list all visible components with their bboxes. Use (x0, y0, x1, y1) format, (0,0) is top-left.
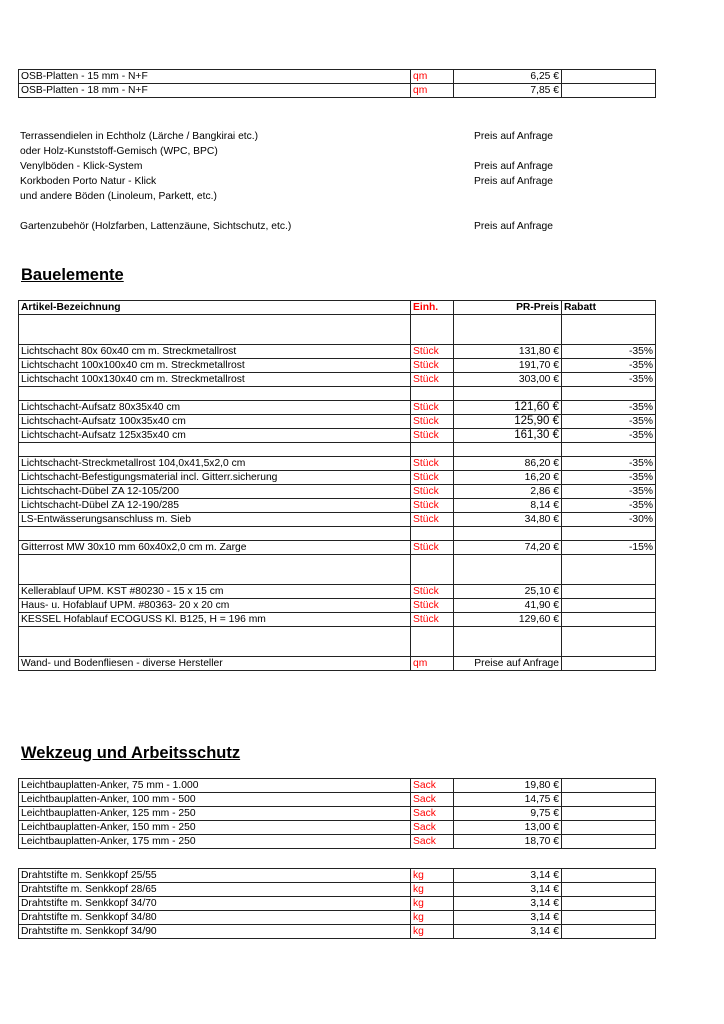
unit: qm (411, 84, 454, 98)
bauelemente-price-table (18, 300, 656, 671)
note-price: Preis auf Anfrage (474, 176, 553, 187)
article-name: Leichtbauplatten-Anker, 75 mm - 1.000 (19, 779, 411, 793)
table-row (19, 657, 656, 671)
price: 161,30 € (454, 429, 562, 443)
note-price: Preis auf Anfrage (474, 161, 553, 172)
article-name: Drahtstifte m. Senkkopf 34/90 (19, 925, 411, 939)
price: 9,75 € (454, 807, 562, 821)
price: 3,14 € (454, 897, 562, 911)
price: 16,20 € (454, 471, 562, 485)
table-row (19, 585, 656, 599)
table-row (19, 613, 656, 627)
price: Preise auf Anfrage (454, 657, 562, 671)
table-row (19, 471, 656, 485)
price: 131,80 € (454, 345, 562, 359)
note-line: Terrassendielen in Echtholz (Lärche / Bangkirai etc.) (20, 131, 259, 142)
article-name: Lichtschacht 100x130x40 cm m. Streckmetallrost (19, 373, 411, 387)
column-header-unit: Einh. (411, 301, 454, 315)
article-name: Drahtstifte m. Senkkopf 34/70 (19, 897, 411, 911)
discount (562, 84, 656, 98)
price: 3,14 € (454, 925, 562, 939)
unit: Sack (411, 807, 454, 821)
unit: Sack (411, 779, 454, 793)
table-row (19, 70, 656, 84)
unit: Stück (411, 613, 454, 627)
article-name: Lichtschacht 100x100x40 cm m. Streckmetallrost (19, 359, 411, 373)
unit: kg (411, 869, 454, 883)
discount (562, 925, 656, 939)
unit: Sack (411, 821, 454, 835)
unit: Sack (411, 793, 454, 807)
table-row (19, 897, 656, 911)
price: 121,60 € (454, 401, 562, 415)
table-row (19, 84, 656, 98)
table-row (19, 499, 656, 513)
price: 191,70 € (454, 359, 562, 373)
discount (562, 599, 656, 613)
unit: Stück (411, 359, 454, 373)
article-name: OSB-Platten - 15 mm - N+F (19, 70, 411, 84)
discount: -35% (562, 457, 656, 471)
discount (562, 897, 656, 911)
table-row (19, 401, 656, 415)
note-price: Preis auf Anfrage (474, 221, 553, 232)
note-line: Korkboden Porto Natur - Klick (20, 176, 157, 187)
price: 125,90 € (454, 415, 562, 429)
discount: -35% (562, 429, 656, 443)
table-row (19, 345, 656, 359)
table-row (19, 457, 656, 471)
price: 25,10 € (454, 585, 562, 599)
price: 14,75 € (454, 793, 562, 807)
note-line: Gartenzubehör (Holzfarben, Lattenzäune, Sichtschutz, etc.) (20, 221, 292, 232)
column-header-price: PR-Preis (454, 301, 562, 315)
unit: Stück (411, 599, 454, 613)
unit: kg (411, 897, 454, 911)
discount (562, 657, 656, 671)
table-row (19, 415, 656, 429)
table-row (19, 807, 656, 821)
price: 18,70 € (454, 835, 562, 849)
discount (562, 585, 656, 599)
discount (562, 911, 656, 925)
section-heading-bauelemente: Bauelemente (21, 266, 124, 284)
unit: Stück (411, 471, 454, 485)
unit: Stück (411, 415, 454, 429)
price: 7,85 € (454, 84, 562, 98)
column-header-article: Artikel-Bezeichnung (19, 301, 411, 315)
discount: -35% (562, 485, 656, 499)
price: 2,86 € (454, 485, 562, 499)
table-row (19, 925, 656, 939)
discount (562, 70, 656, 84)
article-name: Drahtstifte m. Senkkopf 34/80 (19, 911, 411, 925)
discount (562, 613, 656, 627)
unit: kg (411, 911, 454, 925)
discount (562, 883, 656, 897)
drahtstifte-price-table (18, 868, 656, 939)
note-line: und andere Böden (Linoleum, Parkett, etc.) (20, 191, 217, 202)
unit: Stück (411, 429, 454, 443)
column-header-discount: Rabatt (562, 301, 656, 315)
article-name: Lichtschacht-Streckmetallrost 104,0x41,5x2,0 cm (19, 457, 411, 471)
article-name: Lichtschacht-Dübel ZA 12-190/285 (19, 499, 411, 513)
price: 3,14 € (454, 883, 562, 897)
article-name: Drahtstifte m. Senkkopf 25/55 (19, 869, 411, 883)
price: 129,60 € (454, 613, 562, 627)
spacer-row (19, 627, 656, 657)
table-row (19, 821, 656, 835)
article-name: Wand- und Bodenfliesen - diverse Hersteller (19, 657, 411, 671)
note-line: Venylböden - Klick-System (20, 161, 143, 172)
article-name: Lichtschacht-Aufsatz 80x35x40 cm (19, 401, 411, 415)
article-name: OSB-Platten - 18 mm - N+F (19, 84, 411, 98)
unit: Stück (411, 457, 454, 471)
article-name: Haus- u. Hofablauf UPM. #80363- 20 x 20 cm (19, 599, 411, 613)
table-row (19, 373, 656, 387)
price: 3,14 € (454, 911, 562, 925)
table-row (19, 429, 656, 443)
table-row (19, 911, 656, 925)
article-name: Lichtschacht-Befestigungsmaterial incl. Gitterr.sicherung (19, 471, 411, 485)
spacer-row (19, 527, 656, 541)
discount: -35% (562, 415, 656, 429)
table-row (19, 869, 656, 883)
discount (562, 779, 656, 793)
price: 3,14 € (454, 869, 562, 883)
table-row (19, 541, 656, 555)
article-name: Kellerablauf UPM. KST #80230 - 15 x 15 cm (19, 585, 411, 599)
article-name: Leichtbauplatten-Anker, 175 mm - 250 (19, 835, 411, 849)
table-header-row (19, 301, 656, 315)
unit: Stück (411, 485, 454, 499)
price: 6,25 € (454, 70, 562, 84)
table-row (19, 513, 656, 527)
spacer-row (19, 315, 656, 345)
discount (562, 835, 656, 849)
unit: Stück (411, 345, 454, 359)
anker-price-table (18, 778, 656, 849)
price: 86,20 € (454, 457, 562, 471)
note-line: oder Holz-Kunststoff-Gemisch (WPC, BPC) (20, 146, 218, 157)
unit: kg (411, 925, 454, 939)
table-row (19, 779, 656, 793)
article-name: Leichtbauplatten-Anker, 100 mm - 500 (19, 793, 411, 807)
table-row (19, 485, 656, 499)
osb-price-table (18, 69, 656, 98)
discount: -15% (562, 541, 656, 555)
unit: Stück (411, 373, 454, 387)
discount (562, 869, 656, 883)
table-row (19, 793, 656, 807)
price: 13,00 € (454, 821, 562, 835)
article-name: Lichtschacht 80x 60x40 cm m. Streckmetallrost (19, 345, 411, 359)
article-name: Drahtstifte m. Senkkopf 28/65 (19, 883, 411, 897)
table-row (19, 599, 656, 613)
discount (562, 821, 656, 835)
discount: -35% (562, 345, 656, 359)
unit: kg (411, 883, 454, 897)
unit: qm (411, 70, 454, 84)
discount: -35% (562, 499, 656, 513)
article-name: Lichtschacht-Dübel ZA 12-105/200 (19, 485, 411, 499)
article-name: Lichtschacht-Aufsatz 125x35x40 cm (19, 429, 411, 443)
price: 34,80 € (454, 513, 562, 527)
table-row (19, 835, 656, 849)
discount: -35% (562, 373, 656, 387)
unit: Stück (411, 585, 454, 599)
article-name: Gitterrost MW 30x10 mm 60x40x2,0 cm m. Zarge (19, 541, 411, 555)
article-name: LS-Entwässerungsanschluss m. Sieb (19, 513, 411, 527)
spacer-row (19, 555, 656, 585)
price: 19,80 € (454, 779, 562, 793)
table-row (19, 359, 656, 373)
price: 303,00 € (454, 373, 562, 387)
unit: Stück (411, 499, 454, 513)
discount: -35% (562, 359, 656, 373)
price: 41,90 € (454, 599, 562, 613)
price: 8,14 € (454, 499, 562, 513)
article-name: Lichtschacht-Aufsatz 100x35x40 cm (19, 415, 411, 429)
spacer-row (19, 443, 656, 457)
article-name: KESSEL Hofablauf ECOGUSS Kl. B125, H = 196 mm (19, 613, 411, 627)
note-price: Preis auf Anfrage (474, 131, 553, 142)
table-row (19, 883, 656, 897)
price: 74,20 € (454, 541, 562, 555)
article-name: Leichtbauplatten-Anker, 125 mm - 250 (19, 807, 411, 821)
discount (562, 807, 656, 821)
unit: qm (411, 657, 454, 671)
unit: Sack (411, 835, 454, 849)
unit: Stück (411, 401, 454, 415)
spacer-row (19, 387, 656, 401)
discount: -35% (562, 471, 656, 485)
discount: -30% (562, 513, 656, 527)
unit: Stück (411, 513, 454, 527)
discount (562, 793, 656, 807)
article-name: Leichtbauplatten-Anker, 150 mm - 250 (19, 821, 411, 835)
section-heading-werkzeug: Wekzeug und Arbeitsschutz (21, 744, 241, 762)
discount: -35% (562, 401, 656, 415)
unit: Stück (411, 541, 454, 555)
